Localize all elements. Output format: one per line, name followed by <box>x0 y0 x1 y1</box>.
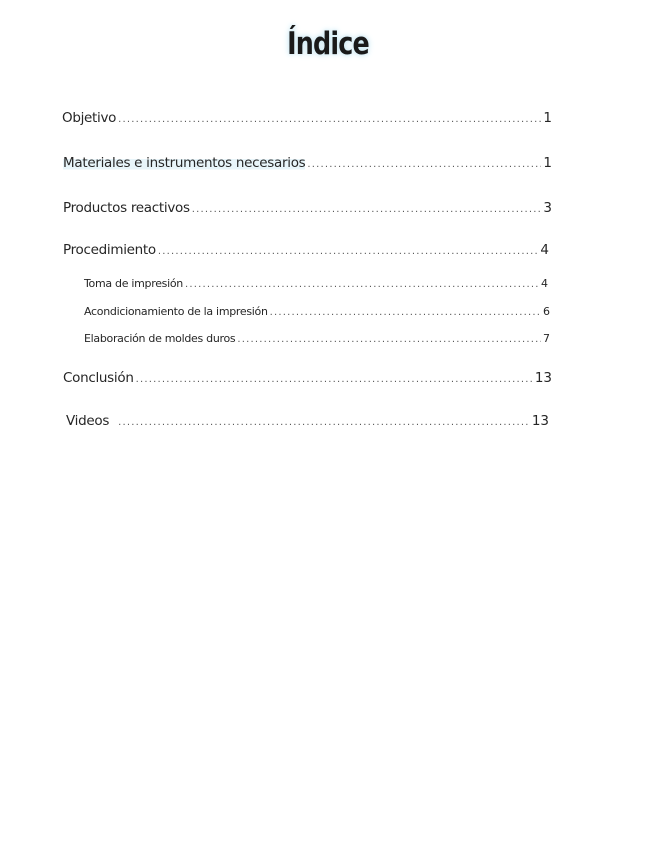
toc-page-number: 6 <box>543 305 550 318</box>
toc-entry-objetivo <box>62 110 552 126</box>
toc-page-number: 1 <box>543 155 552 171</box>
toc-subentry-acondicionamiento <box>84 305 550 318</box>
toc-page-number: 7 <box>543 332 550 345</box>
toc-leader-dots <box>237 334 541 345</box>
toc-page-number: 1 <box>543 110 552 126</box>
toc-entry-label: Procedimiento <box>63 242 156 258</box>
toc-entry-label: Objetivo <box>62 110 117 126</box>
toc-leader-dots <box>185 279 539 290</box>
toc-leader-dots <box>118 417 530 428</box>
toc-entry-label: Conclusión <box>63 370 134 386</box>
toc-entry-label: Videos <box>66 413 110 429</box>
toc-page-number: 4 <box>541 277 548 290</box>
toc-leader-dots <box>192 204 542 215</box>
toc-leader-dots <box>136 374 533 385</box>
toc-page-number: 4 <box>540 242 549 258</box>
toc-entry-videos <box>66 413 549 429</box>
toc-page-number: 13 <box>534 370 552 386</box>
toc-leader-dots <box>158 246 539 257</box>
toc-page-number: 3 <box>543 200 552 216</box>
toc-leader-dots <box>118 114 541 125</box>
toc-entry-productos <box>63 200 552 216</box>
toc-subentry-toma <box>84 277 548 290</box>
toc-leader-dots <box>307 159 541 170</box>
toc-entry-procedimiento <box>63 242 549 258</box>
toc-leader-dots <box>270 307 541 318</box>
page-title: Índice <box>287 26 369 62</box>
toc-entry-label: Toma de impresión <box>84 277 183 290</box>
toc-page-number: 13 <box>531 413 549 429</box>
toc-entry-label: Elaboración de moldes duros <box>84 332 236 345</box>
toc-entry-label: Materiales e instrumentos necesarios <box>63 155 306 171</box>
toc-entry-label: Acondicionamiento de la impresión <box>84 305 268 318</box>
toc-subentry-elaboracion <box>84 332 550 345</box>
toc-entry-label: Productos reactivos <box>63 200 190 216</box>
toc-entry-conclusion <box>63 370 552 386</box>
toc-entry-materiales <box>63 155 552 171</box>
